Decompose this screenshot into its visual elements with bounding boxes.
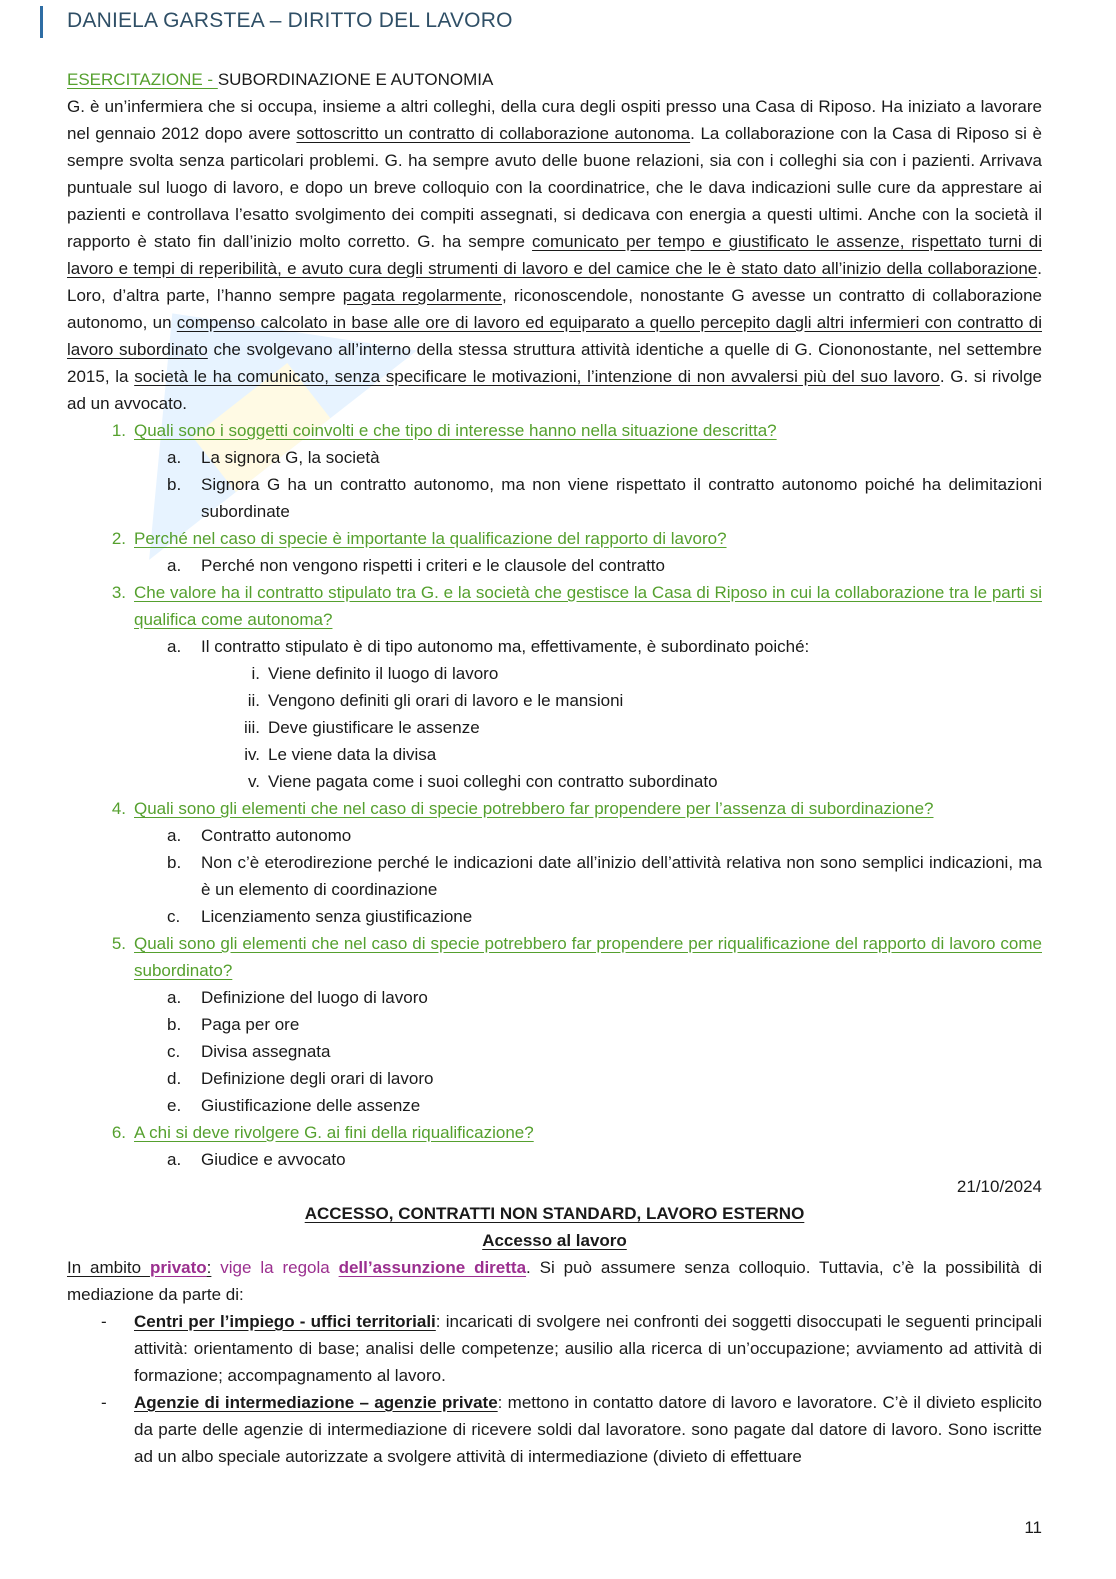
sub-answer-numeral: iii. — [243, 718, 260, 737]
sub-answer-text: Le viene data la divisa — [268, 745, 437, 764]
intro-keyword: privato — [149, 1258, 207, 1277]
answer-letter: a. — [167, 448, 182, 467]
question-text: Perché nel caso di specie è importante la qualificazione del rapporto di lavoro? — [134, 529, 727, 548]
exercise-title-line — [67, 66, 1042, 93]
sub-answer-text: Viene pagata come i suoi colleghi con contratto subordinato — [268, 772, 718, 791]
lesson-date: 21/10/2024 — [956, 1177, 1042, 1196]
sub-answer-item — [251, 660, 1042, 687]
intro-text: vige la regola — [211, 1258, 339, 1277]
question-item — [111, 525, 1042, 579]
answer-letter: c. — [167, 1042, 181, 1061]
question-text: Che valore ha il contratto stipulato tra G. e la società che gestisce la Casa di Riposo in cui la collaborazione tra le parti si qualifica come autonoma? — [134, 583, 1042, 629]
case-underlined: pagata regolarmente — [342, 286, 502, 305]
case-text: , riconoscendole, nonostante G avesse un contratto di collaborazione autonomo, un — [67, 286, 1042, 332]
case-underlined: società le ha comunicato, senza specificare le motivazioni, l’intenzione di non avvalersi più del suo lavoro — [134, 367, 940, 386]
answer-letter: a. — [167, 826, 182, 845]
sub-answer-item — [243, 714, 1042, 741]
answer-item — [167, 903, 1042, 930]
answer-text: Definizione degli orari di lavoro — [201, 1069, 434, 1088]
case-paragraph — [67, 93, 1042, 417]
answer-letter: a. — [167, 556, 182, 575]
sub-answer-text: Viene definito il luogo di lavoro — [268, 664, 499, 683]
exercise-label: ESERCITAZIONE - — [67, 70, 218, 89]
question-item — [111, 1119, 1042, 1173]
answer-list — [134, 984, 1042, 1119]
mediation-item — [134, 1389, 1042, 1470]
answer-item — [167, 633, 1042, 795]
answer-letter: b. — [167, 475, 182, 494]
answer-item — [167, 1092, 1042, 1119]
answer-letter: a. — [167, 1150, 182, 1169]
question-number: 3. — [111, 583, 126, 602]
answer-letter: e. — [167, 1096, 182, 1115]
question-number: 2. — [111, 529, 126, 548]
answer-text: Perché non vengono rispetti i criteri e le clausole del contratto — [201, 556, 665, 575]
intro-text: In ambito — [67, 1258, 150, 1277]
answer-text: Paga per ore — [201, 1015, 300, 1034]
answer-letter: a. — [167, 988, 182, 1007]
answer-text: Signora G ha un contratto autonomo, ma non viene rispettato il contratto autonomo poiché ha delimitazioni subordinate — [201, 475, 1042, 521]
sub-answer-item — [247, 687, 1042, 714]
case-underlined: sottoscritto un contratto di collaborazione autonoma — [296, 124, 691, 143]
question-text: Quali sono i soggetti coinvolti e che tipo di interesse hanno nella situazione descritta? — [134, 421, 777, 440]
case-text: . Loro, d’altra parte, l’hanno sempre — [67, 259, 1042, 305]
question-number: 4. — [111, 799, 126, 818]
case-underlined: comunicato per tempo e giustificato le assenze, rispettato turni di lavoro e tempi di reperibilità, e avuto cura degli strumenti di lavoro e del camice che le è stato dato all’inizio della collaborazione — [67, 232, 1042, 278]
sub-answer-numeral: iv. — [244, 745, 260, 764]
question-list — [67, 417, 1042, 1173]
answer-text: La signora G, la società — [201, 448, 380, 467]
answer-text: Contratto autonomo — [201, 826, 352, 845]
answer-item — [167, 471, 1042, 525]
question-number: 6. — [111, 1123, 126, 1142]
sub-answer-list — [201, 660, 1042, 795]
answer-text: Il contratto stipulato è di tipo autonomo ma, effettivamente, è subordinato poiché: — [201, 637, 810, 656]
answer-letter: a. — [167, 637, 182, 656]
sub-answer-text: Vengono definiti gli orari di lavoro e le mansioni — [268, 691, 624, 710]
case-text: che svolgevano all’interno della stessa struttura attività identiche a quelle di G. Ciononostante, nel settembre 2015, la — [67, 340, 1043, 386]
question-item — [111, 417, 1042, 525]
intro-text: . Si può assumere senza colloquio. Tuttavia, c’è la possibilità di mediazione da parte di: — [67, 1258, 1042, 1304]
answer-text: Licenziamento senza giustificazione — [201, 907, 473, 926]
answer-list — [134, 1146, 1042, 1173]
lesson-subheading: Accesso al lavoro — [482, 1231, 627, 1250]
answer-list — [134, 822, 1042, 930]
header-accent-bar — [40, 6, 43, 38]
answer-text: Definizione del luogo di lavoro — [201, 988, 428, 1007]
answer-item — [167, 849, 1042, 903]
sub-answer-numeral: i. — [251, 664, 260, 683]
answer-item — [167, 1065, 1042, 1092]
case-text: . La collaborazione con la Casa di Riposo si è sempre svolta senza particolari problemi. G. ha sempre avuto delle buone relazioni, sia con i colleghi sia con i pazienti. Arrivava puntuale sul luogo di lavoro, e dopo un breve colloquio con la coordinatrice, che le dava indicazioni sulle cure da apprestare ai pazienti e controllava l’esatto svolgimento dei compiti assegnati, si dedicava con energia a questi ultimi. Anche con la società il rapporto è stato fin dall’inizio molto corretto. G. ha sempre — [67, 124, 1043, 251]
question-item — [111, 579, 1042, 795]
question-text: Quali sono gli elementi che nel caso di specie potrebbero far propendere per riqualificazione del rapporto di lavoro come subordinato? — [134, 934, 1042, 980]
question-item — [111, 930, 1042, 1119]
answer-item — [167, 1011, 1042, 1038]
case-text: G. è un’infermiera che si occupa, insieme a altri colleghi, della cura degli ospiti presso una Casa di Riposo. Ha iniziato a lavorare nel gennaio 2012 dopo avere — [67, 97, 1042, 143]
page-header-title: DANIELA GARSTEA – DIRITTO DEL LAVORO — [67, 9, 513, 32]
question-text: Quali sono gli elementi che nel caso di specie potrebbero far propendere per l’assenza di subordinazione? — [134, 799, 934, 818]
sub-answer-numeral: v. — [248, 772, 260, 791]
answer-item — [167, 552, 1042, 579]
case-underlined: compenso calcolato in base alle ore di lavoro ed equiparato a quello percepito dagli altri infermieri con contratto di lavoro subordinato — [67, 313, 1042, 359]
sub-answer-item — [248, 768, 1042, 795]
answer-item — [167, 444, 1042, 471]
answer-letter: c. — [167, 907, 181, 926]
sub-answer-item — [244, 741, 1042, 768]
lesson-intro — [67, 1254, 1042, 1308]
answer-list — [134, 444, 1042, 525]
document-body — [67, 66, 1042, 1470]
sub-answer-numeral: ii. — [247, 691, 260, 710]
question-number: 5. — [111, 934, 126, 953]
answer-list — [134, 552, 1042, 579]
answer-item — [167, 1038, 1042, 1065]
answer-item — [167, 1146, 1042, 1173]
answer-text: Divisa assegnata — [201, 1042, 331, 1061]
answer-text: Giustificazione delle assenze — [201, 1096, 421, 1115]
answer-item — [167, 984, 1042, 1011]
mediation-item — [134, 1308, 1042, 1389]
answer-text: Giudice e avvocato — [201, 1150, 346, 1169]
intro-text: : — [206, 1258, 212, 1277]
mediation-text: : incaricati di svolgere nei confronti dei soggetti disoccupati le seguenti principali attività: orientamento di base; analisi delle competenze; ausilio alla ricerca di un’occupazione; avviamento ad attività di formazione; accompagnamento al lavoro. — [134, 1312, 1042, 1385]
answer-list — [134, 633, 1042, 795]
case-text: . G. si rivolge ad un avvocato. — [67, 367, 1042, 413]
question-text: A chi si deve rivolgere G. ai fini della riqualificazione? — [134, 1123, 534, 1142]
intro-keyword: dell’assunzione diretta — [338, 1258, 527, 1277]
answer-letter: b. — [167, 853, 182, 872]
mediation-list — [67, 1308, 1042, 1470]
mediation-term: Centri per l’impiego - uffici territoriali — [134, 1312, 436, 1331]
mediation-text: : mettono in contatto datore di lavoro e lavoratore. C’è il divieto esplicito da parte delle agenzie di intermediazione di ricevere soldi dal lavoratore. sono pagate dal datore di lavoro. Sono iscritte ad un albo speciale autorizzate a svolgere attività di intermediazione (divieto di effettuare — [134, 1393, 1042, 1466]
mediation-term: Agenzie di intermediazione – agenzie private — [134, 1393, 498, 1412]
exercise-title: SUBORDINAZIONE E AUTONOMIA — [217, 70, 494, 89]
answer-text: Non c’è eterodirezione perché le indicazioni date all’inizio dell’attività relativa non sono semplici indicazioni, ma è un elemento di coordinazione — [201, 853, 1042, 899]
question-item — [111, 795, 1042, 930]
answer-letter: d. — [167, 1069, 182, 1088]
sub-answer-text: Deve giustificare le assenze — [268, 718, 480, 737]
answer-letter: b. — [167, 1015, 182, 1034]
question-number: 1. — [111, 421, 126, 440]
answer-item — [167, 822, 1042, 849]
lesson-heading: ACCESSO, CONTRATTI NON STANDARD, LAVORO ESTERNO — [304, 1204, 805, 1223]
page-number: 11 — [1024, 1518, 1042, 1537]
